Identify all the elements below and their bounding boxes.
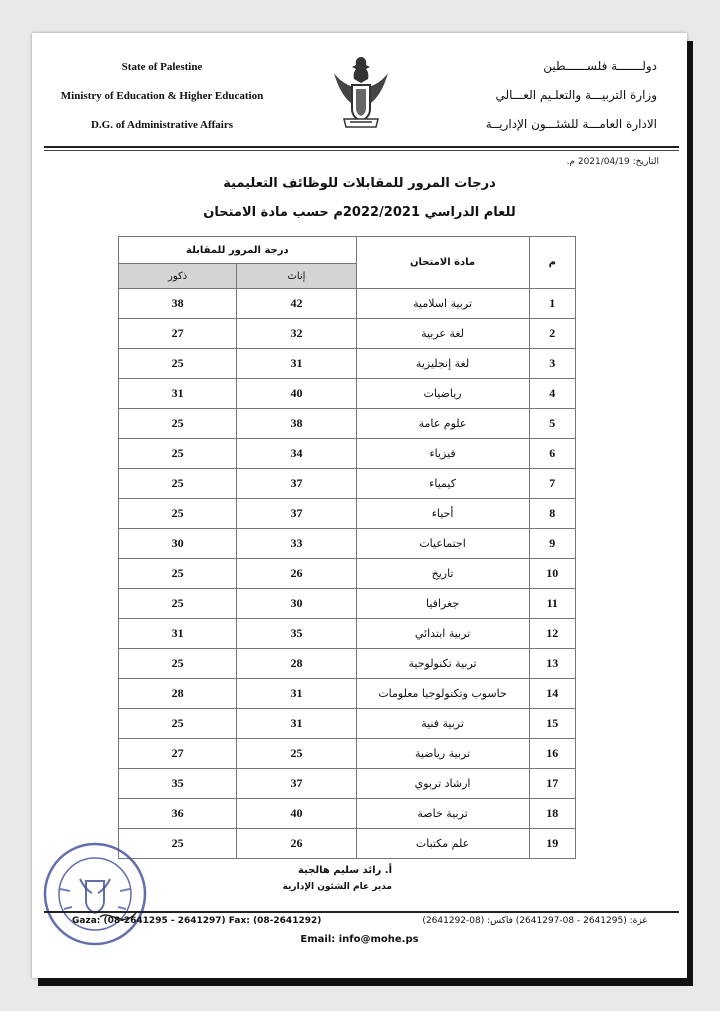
row-number: 5 bbox=[529, 409, 576, 439]
row-subject: تربية رياضية bbox=[356, 739, 529, 769]
row-subject: علم مكتبات bbox=[356, 829, 529, 859]
row-subject: كيمياء bbox=[356, 469, 529, 499]
row-female-grade: 42 bbox=[237, 289, 356, 319]
row-number: 9 bbox=[529, 529, 576, 559]
footer-email: Email: info@mohe.ps bbox=[300, 934, 419, 945]
table-row bbox=[119, 589, 576, 619]
row-number: 19 bbox=[529, 829, 576, 859]
row-subject: لغة إنجليزية bbox=[356, 349, 529, 379]
table-row bbox=[119, 409, 576, 439]
row-number: 3 bbox=[529, 349, 576, 379]
row-female-grade: 40 bbox=[237, 379, 356, 409]
header-en-ministry: Ministry of Education & Higher Education bbox=[60, 90, 264, 102]
row-number: 2 bbox=[529, 319, 576, 349]
row-number: 15 bbox=[529, 709, 576, 739]
row-female-grade: 37 bbox=[237, 769, 356, 799]
row-male-grade: 35 bbox=[119, 769, 237, 799]
row-female-grade: 40 bbox=[237, 799, 356, 829]
table-row bbox=[119, 559, 576, 589]
row-number: 12 bbox=[529, 619, 576, 649]
row-female-grade: 37 bbox=[237, 469, 356, 499]
row-number: 18 bbox=[529, 799, 576, 829]
row-number: 17 bbox=[529, 769, 576, 799]
row-number: 8 bbox=[529, 499, 576, 529]
row-female-grade: 31 bbox=[237, 349, 356, 379]
row-number: 14 bbox=[529, 679, 576, 709]
row-male-grade: 25 bbox=[119, 499, 237, 529]
row-number: 7 bbox=[529, 469, 576, 499]
document-title-line2: للعام الدراسي 2022/2021م حسب مادة الامتحان bbox=[203, 205, 516, 220]
row-subject: ارشاد تربوي bbox=[356, 769, 529, 799]
row-subject: تربية خاصة bbox=[356, 799, 529, 829]
row-subject: اجتماعيات bbox=[356, 529, 529, 559]
header-ar-state: دولـــــــة فلســــــطين bbox=[543, 59, 657, 73]
header-divider-thin bbox=[44, 150, 679, 151]
row-female-grade: 26 bbox=[237, 829, 356, 859]
table-row bbox=[119, 709, 576, 739]
row-male-grade: 25 bbox=[119, 469, 237, 499]
row-female-grade: 34 bbox=[237, 439, 356, 469]
table-row bbox=[119, 799, 576, 829]
header-female: إناث bbox=[237, 264, 356, 289]
table-row bbox=[119, 769, 576, 799]
row-subject: تاريخ bbox=[356, 559, 529, 589]
row-male-grade: 31 bbox=[119, 379, 237, 409]
header-divider bbox=[44, 146, 679, 148]
table-row bbox=[119, 349, 576, 379]
row-number: 13 bbox=[529, 649, 576, 679]
row-subject: تربية تكنولوجية bbox=[356, 649, 529, 679]
row-female-grade: 30 bbox=[237, 589, 356, 619]
row-male-grade: 27 bbox=[119, 739, 237, 769]
signatory-title: مدير عام الشئون الإدارية bbox=[282, 882, 392, 892]
row-number: 4 bbox=[529, 379, 576, 409]
header-ar-department: الادارة العامـــة للشئـــون الإداريــة bbox=[485, 117, 657, 131]
row-female-grade: 31 bbox=[237, 709, 356, 739]
table-row bbox=[119, 829, 576, 859]
header-num: م bbox=[529, 237, 576, 289]
pass-grades-table bbox=[118, 236, 576, 859]
row-subject: أحياء bbox=[356, 499, 529, 529]
row-female-grade: 26 bbox=[237, 559, 356, 589]
footer-contact-en: Gaza: (08-2641295 - 2641297) Fax: (08-2641292) bbox=[72, 916, 322, 926]
table-row bbox=[119, 439, 576, 469]
header-en-department: D.G. of Administrative Affairs bbox=[90, 119, 234, 131]
table-row bbox=[119, 529, 576, 559]
row-male-grade: 38 bbox=[119, 289, 237, 319]
row-number: 1 bbox=[529, 289, 576, 319]
row-number: 11 bbox=[529, 589, 576, 619]
row-male-grade: 28 bbox=[119, 679, 237, 709]
table-row bbox=[119, 289, 576, 319]
row-female-grade: 25 bbox=[237, 739, 356, 769]
row-female-grade: 28 bbox=[237, 649, 356, 679]
table-row bbox=[119, 679, 576, 709]
table-row bbox=[119, 499, 576, 529]
table-row bbox=[119, 469, 576, 499]
table-row bbox=[119, 379, 576, 409]
row-male-grade: 27 bbox=[119, 319, 237, 349]
header-en-state: State of Palestine bbox=[121, 61, 203, 73]
row-subject: تربية ابتدائي bbox=[356, 619, 529, 649]
row-male-grade: 25 bbox=[119, 409, 237, 439]
row-subject: رياضيات bbox=[356, 379, 529, 409]
row-subject: علوم عامة bbox=[356, 409, 529, 439]
row-subject: تربية فنية bbox=[356, 709, 529, 739]
header-subject: مادة الامتحان bbox=[356, 237, 529, 289]
row-male-grade: 25 bbox=[119, 589, 237, 619]
document-page bbox=[32, 33, 687, 978]
footer-contact-ar: غزة: (2641295 - 08-2641297) فاكس: (08-2641292) bbox=[422, 916, 647, 926]
row-subject: تربية اسلامية bbox=[356, 289, 529, 319]
row-male-grade: 25 bbox=[119, 649, 237, 679]
row-subject: حاسوب وتكنولوجيا معلومات bbox=[356, 679, 529, 709]
row-subject: فيزياء bbox=[356, 439, 529, 469]
row-number: 16 bbox=[529, 739, 576, 769]
header-male: ذكور bbox=[119, 264, 237, 289]
row-female-grade: 38 bbox=[237, 409, 356, 439]
row-female-grade: 35 bbox=[237, 619, 356, 649]
palestine-eagle-emblem-icon bbox=[330, 53, 392, 135]
row-male-grade: 25 bbox=[119, 829, 237, 859]
header-pass-grade: درجة المرور للمقابلة bbox=[119, 237, 357, 264]
row-female-grade: 32 bbox=[237, 319, 356, 349]
row-male-grade: 30 bbox=[119, 529, 237, 559]
row-male-grade: 25 bbox=[119, 349, 237, 379]
table-row bbox=[119, 739, 576, 769]
document-title-line1: درجات المرور للمقابلات للوظائف التعليمية bbox=[223, 176, 496, 191]
row-female-grade: 31 bbox=[237, 679, 356, 709]
signatory-name: أ. رائد سليم هالجية bbox=[297, 865, 392, 876]
row-male-grade: 31 bbox=[119, 619, 237, 649]
footer-divider bbox=[44, 911, 679, 913]
row-subject: لغة عربية bbox=[356, 319, 529, 349]
row-number: 10 bbox=[529, 559, 576, 589]
row-male-grade: 25 bbox=[119, 709, 237, 739]
document-date: التاريخ: 2021/04/19 م. bbox=[566, 157, 659, 167]
table-row bbox=[119, 649, 576, 679]
row-male-grade: 25 bbox=[119, 439, 237, 469]
table-row bbox=[119, 619, 576, 649]
header-ar-ministry: وزارة التربيـــة والتعلـيم العـــالي bbox=[495, 88, 657, 102]
row-subject: جغرافيا bbox=[356, 589, 529, 619]
table-row bbox=[119, 319, 576, 349]
row-male-grade: 36 bbox=[119, 799, 237, 829]
row-female-grade: 37 bbox=[237, 499, 356, 529]
row-female-grade: 33 bbox=[237, 529, 356, 559]
row-male-grade: 25 bbox=[119, 559, 237, 589]
official-stamp-icon bbox=[40, 839, 150, 949]
row-number: 6 bbox=[529, 439, 576, 469]
